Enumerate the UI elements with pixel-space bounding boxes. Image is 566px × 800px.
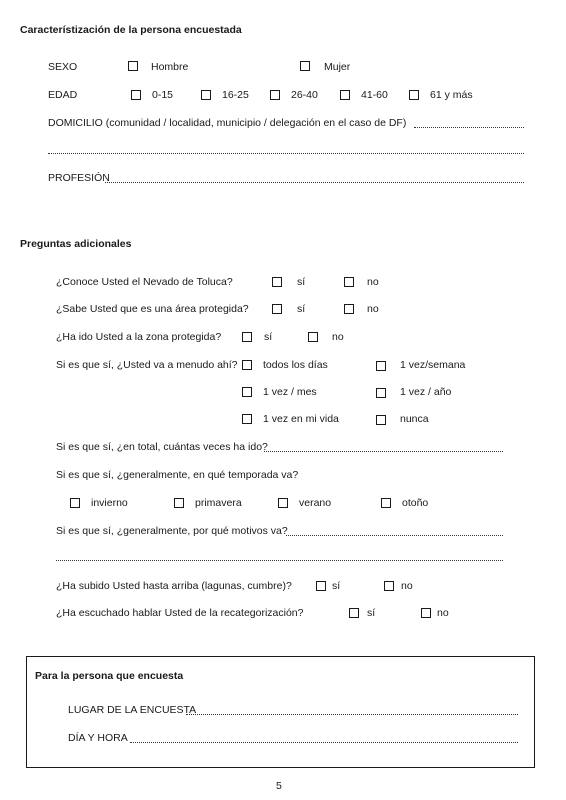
- option-edad-0-15: 0-15: [152, 89, 174, 101]
- checkbox-q1-si[interactable]: [272, 277, 282, 287]
- profesion-label: PROFESIÓN: [48, 172, 110, 184]
- checkbox-verano[interactable]: [278, 498, 288, 508]
- checkbox-otono[interactable]: [381, 498, 391, 508]
- checkbox-edad-41-60[interactable]: [340, 90, 350, 100]
- domicilio-label: DOMICILIO (comunidad / localidad, municipio / delegación en el caso de DF): [48, 117, 407, 129]
- page-number: 5: [276, 780, 282, 792]
- option-1-vez-mes: 1 vez / mes: [263, 386, 317, 398]
- q3-no-label: no: [332, 331, 344, 343]
- checkbox-edad-0-15[interactable]: [131, 90, 141, 100]
- checkbox-invierno[interactable]: [70, 498, 80, 508]
- interviewer-box-title: Para la persona que encuesta: [35, 670, 184, 682]
- q8-si-label: sí: [332, 580, 341, 592]
- option-1-vez-semana: 1 vez/semana: [400, 359, 466, 371]
- profesion-field-line[interactable]: [105, 182, 524, 183]
- checkbox-edad-16-25[interactable]: [201, 90, 211, 100]
- option-edad-41-60: 41-60: [361, 89, 388, 101]
- lugar-field-line[interactable]: [186, 714, 518, 715]
- checkbox-q8-no[interactable]: [384, 581, 394, 591]
- question-recategorizacion: ¿Ha escuchado hablar Usted de la recategorización?: [56, 607, 304, 619]
- checkbox-q1-no[interactable]: [344, 277, 354, 287]
- question-motivos: Si es que sí, ¿generalmente, por qué motivos va?: [56, 525, 288, 537]
- checkbox-hombre[interactable]: [128, 61, 138, 71]
- question-ha-subido: ¿Ha subido Usted hasta arriba (lagunas, cumbre)?: [56, 580, 292, 592]
- option-invierno: invierno: [91, 497, 128, 509]
- domicilio-field-line[interactable]: [414, 127, 524, 128]
- option-edad-16-25: 16-25: [222, 89, 249, 101]
- q9-si-label: sí: [367, 607, 376, 619]
- cuantas-veces-field-line[interactable]: [264, 451, 503, 452]
- lugar-label: LUGAR DE LA ENCUESTA: [68, 704, 197, 716]
- option-primavera: primavera: [195, 497, 242, 509]
- motivos-field-line[interactable]: [286, 535, 503, 536]
- question-nevado: ¿Conoce Usted el Nevado de Toluca?: [56, 276, 233, 288]
- checkbox-primavera[interactable]: [174, 498, 184, 508]
- domicilio-field-line-2[interactable]: [48, 153, 524, 154]
- checkbox-1-vez-semana[interactable]: [376, 361, 386, 371]
- checkbox-q3-no[interactable]: [308, 332, 318, 342]
- q2-si-label: sí: [297, 303, 306, 315]
- checkbox-edad-26-40[interactable]: [270, 90, 280, 100]
- motivos-field-line-2[interactable]: [56, 560, 503, 561]
- checkbox-1-vez-mes[interactable]: [242, 387, 252, 397]
- checkbox-mujer[interactable]: [300, 61, 310, 71]
- q1-si-label: sí: [297, 276, 306, 288]
- option-edad-26-40: 26-40: [291, 89, 318, 101]
- option-edad-61: 61 y más: [430, 89, 473, 101]
- checkbox-q9-no[interactable]: [421, 608, 431, 618]
- q1-no-label: no: [367, 276, 379, 288]
- checkbox-1-vez-en-mi-vida[interactable]: [242, 414, 252, 424]
- option-otono: otoño: [402, 497, 429, 509]
- option-mujer: Mujer: [324, 61, 351, 73]
- checkbox-q3-si[interactable]: [242, 332, 252, 342]
- option-todos-los-dias: todos los días: [263, 359, 328, 371]
- question-frecuencia: Si es que sí, ¿Usted va a menudo ahí?: [56, 359, 238, 371]
- q9-no-label: no: [437, 607, 449, 619]
- checkbox-q9-si[interactable]: [349, 608, 359, 618]
- question-cuantas-veces: Si es que sí, ¿en total, cuántas veces ha ido?: [56, 441, 268, 453]
- checkbox-todos-los-dias[interactable]: [242, 360, 252, 370]
- option-1-vez-en-mi-vida: 1 vez en mi vida: [263, 413, 339, 425]
- option-nunca: nunca: [400, 413, 429, 425]
- option-hombre: Hombre: [151, 61, 189, 73]
- dia-hora-label: DÍA Y HORA: [68, 732, 128, 744]
- section-title-additional: Preguntas adicionales: [20, 238, 132, 250]
- checkbox-edad-61[interactable]: [409, 90, 419, 100]
- dia-hora-field-line[interactable]: [130, 742, 518, 743]
- option-verano: verano: [299, 497, 332, 509]
- edad-label: EDAD: [48, 89, 78, 101]
- question-temporada: Si es que sí, ¿generalmente, en qué temporada va?: [56, 469, 299, 481]
- checkbox-nunca[interactable]: [376, 415, 386, 425]
- q3-si-label: sí: [264, 331, 273, 343]
- checkbox-q2-no[interactable]: [344, 304, 354, 314]
- sexo-label: SEXO: [48, 61, 78, 73]
- q2-no-label: no: [367, 303, 379, 315]
- checkbox-q8-si[interactable]: [316, 581, 326, 591]
- section-title-characterization: Característización de la persona encuestada: [20, 24, 242, 36]
- question-area-protegida: ¿Sabe Usted que es una área protegida?: [56, 303, 249, 315]
- checkbox-q2-si[interactable]: [272, 304, 282, 314]
- question-ha-ido: ¿Ha ido Usted a la zona protegida?: [56, 331, 222, 343]
- checkbox-1-vez-ano[interactable]: [376, 388, 386, 398]
- option-1-vez-ano: 1 vez / año: [400, 386, 452, 398]
- q8-no-label: no: [401, 580, 413, 592]
